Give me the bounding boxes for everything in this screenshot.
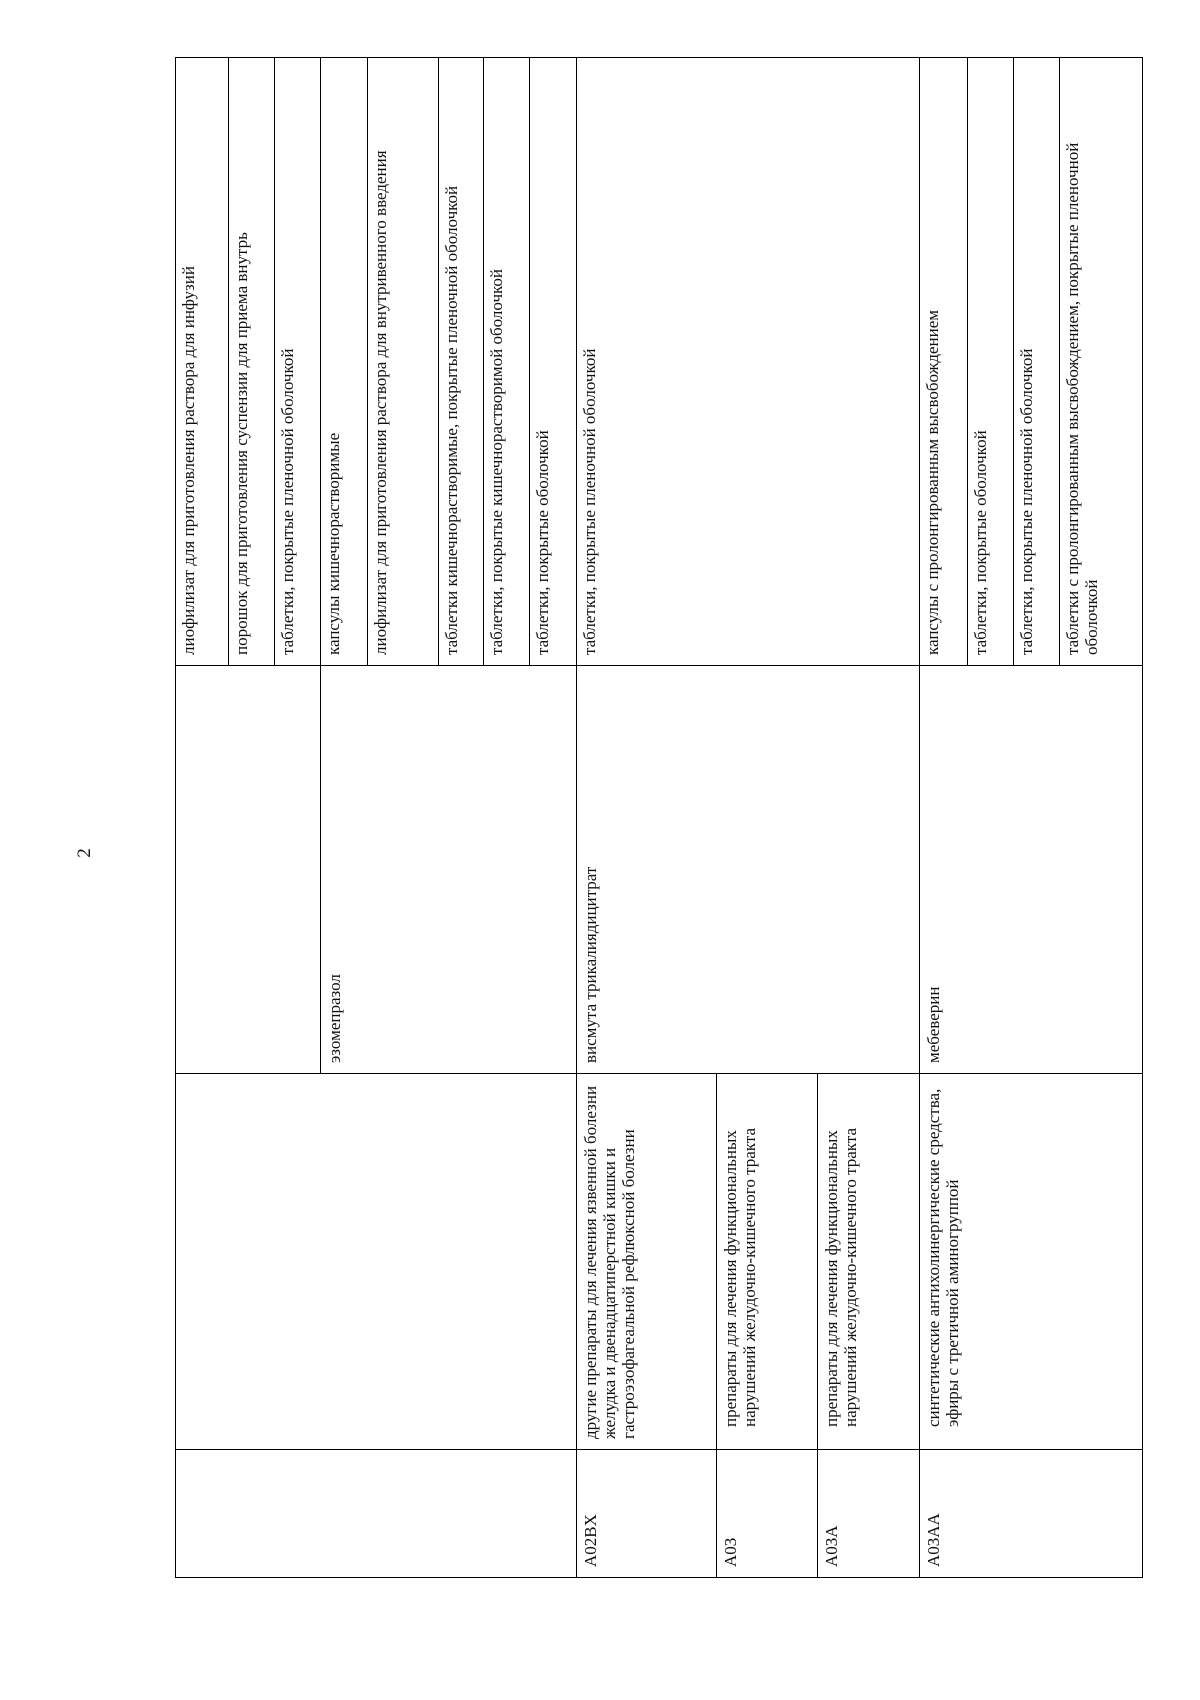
code-cell: A02BX bbox=[576, 1450, 716, 1578]
form-cell: лиофилизат для приготовления раствора для внутривенного введения bbox=[367, 58, 438, 666]
form-cell: таблетки, покрытые пленочной оболочкой bbox=[1013, 58, 1059, 666]
code-cell: A03A bbox=[817, 1450, 919, 1578]
drug-table bbox=[175, 58, 1143, 1578]
code-cell bbox=[176, 1450, 577, 1578]
drug-cell bbox=[176, 666, 321, 1074]
form-cell: капсулы с пролонгированным высвобождением bbox=[920, 58, 968, 666]
group-cell: синтетические антихолинергические средства, эфиры с третичной аминогруппой bbox=[920, 1074, 1143, 1450]
drug-cell: эзомепразол bbox=[321, 666, 576, 1074]
table-row bbox=[920, 58, 968, 1578]
group-cell bbox=[176, 1074, 577, 1450]
form-cell: таблетки с пролонгированным высвобождением, покрытые пленочной оболочкой bbox=[1059, 58, 1142, 666]
form-cell: таблетки, покрытые оболочкой bbox=[530, 58, 576, 666]
drug-cell: мебеверин bbox=[920, 666, 1143, 1074]
group-cell: препараты для лечения функциональных нарушений желудочно-кишечного тракта bbox=[716, 1074, 817, 1450]
table-row bbox=[576, 58, 716, 1578]
form-cell: капсулы кишечнорастворимые bbox=[321, 58, 367, 666]
code-cell: A03 bbox=[716, 1450, 817, 1578]
group-cell: другие препараты для лечения язвенной болезни желудка и двенадцатиперстной кишки и гастроэзофагеальной рефлюксной болезни bbox=[576, 1074, 716, 1450]
form-cell: таблетки кишечнорастворимые, покрытые пленочной оболочкой bbox=[438, 58, 483, 666]
page-number: 2 bbox=[73, 848, 95, 858]
form-cell: таблетки, покрытые оболочкой bbox=[968, 58, 1013, 666]
form-cell: порошок для приготовления суспензии для приема внутрь bbox=[228, 58, 274, 666]
group-cell: препараты для лечения функциональных нарушений желудочно-кишечного тракта bbox=[817, 1074, 919, 1450]
code-cell: A03AA bbox=[920, 1450, 1143, 1578]
form-cell: таблетки, покрытые пленочной оболочкой bbox=[275, 58, 321, 666]
form-cell: таблетки, покрытые пленочной оболочкой bbox=[576, 58, 920, 666]
table-row bbox=[176, 58, 229, 1578]
form-cell: таблетки, покрытые кишечнорастворимой оболочкой bbox=[483, 58, 529, 666]
form-cell: лиофилизат для приготовления раствора для инфузий bbox=[176, 58, 229, 666]
drug-cell: висмута трикалиядицитрат bbox=[576, 666, 920, 1074]
